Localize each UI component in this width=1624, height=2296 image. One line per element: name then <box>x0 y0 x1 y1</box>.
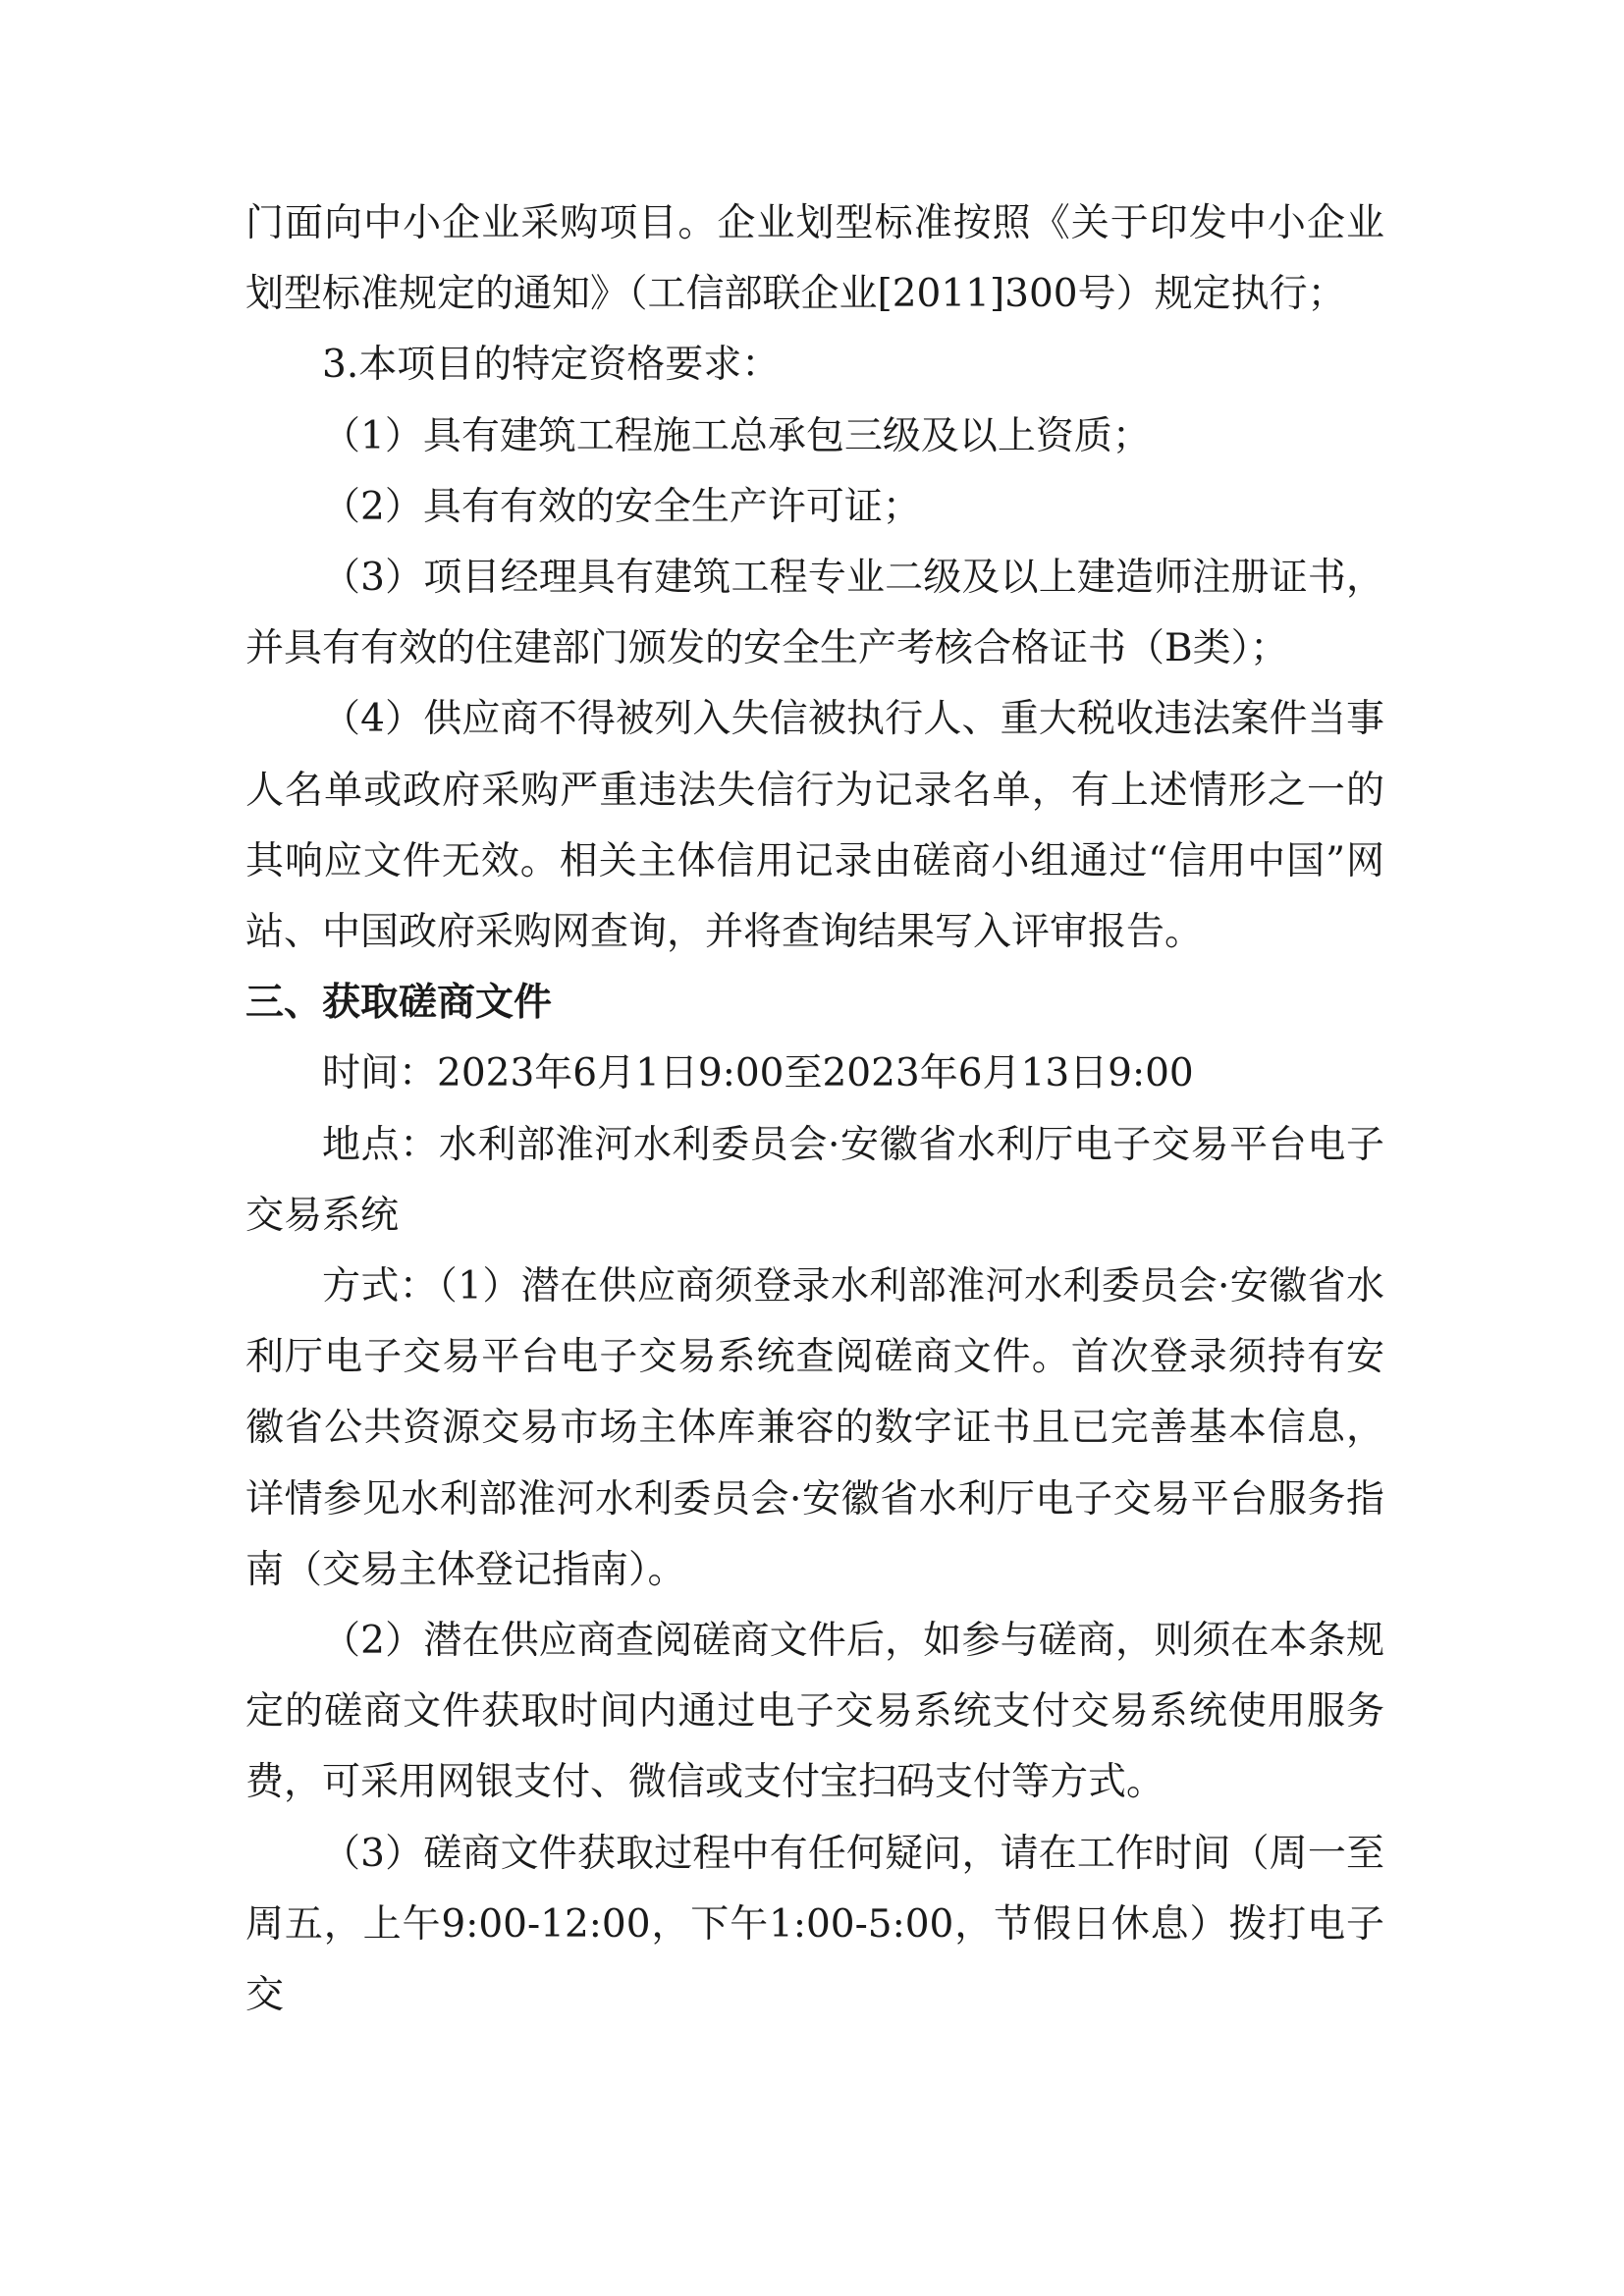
paragraph-qualification-1: （1）具有建筑工程施工总承包三级及以上资质； <box>322 413 1151 458</box>
document-body <box>245 188 1384 2031</box>
paragraph-location: 地点：水利部淮河水利委员会·安徽省水利厅电子交易平台电子交易系统 <box>245 1122 1384 1238</box>
paragraph-method-1: 方式：（1）潜在供应商须登录水利部淮河水利委员会·安徽省水利厅电子交易平台电子交易系统查阅磋商文件。首次登录须持有安徽省公共资源交易市场主体库兼容的数字证书且已完善基本信息，详情参见水利部淮河水利委员会·安徽省水利厅电子交易平台服务指南（交易主体登记指南）。 <box>245 1264 1384 1592</box>
paragraph-specific-qualifications: 3.本项目的特定资格要求： <box>322 343 781 388</box>
paragraph-qualification-2: （2）具有有效的安全生产许可证； <box>322 484 921 529</box>
section-heading: 三、获取磋商文件 <box>245 981 553 1026</box>
paragraph-method-3: （3）磋商文件获取过程中有任何疑问，请在工作时间（周一至周五，上午9:00-12:00，下午1:00-5:00，节假日休息）拨打电子交 <box>245 1831 1384 2018</box>
paragraph-time: 时间：2023年6月1日9:00至2023年6月13日9:00 <box>322 1051 1194 1096</box>
paragraph-qualification-3: （3）项目经理具有建筑工程专业二级及以上建造师注册证书，并具有有效的住建部门颁发的安全生产考核合格证书（B类）； <box>245 556 1384 671</box>
paragraph-sme-classification: 门面向中小企业采购项目。企业划型标准按照《关于印发中小企业划型标准规定的通知》（工信部联企业[2011]300号）规定执行； <box>245 201 1384 317</box>
paragraph-qualification-4: （4）供应商不得被列入失信被执行人、重大税收违法案件当事人名单或政府采购严重违法失信行为记录名单，有上述情形之一的其响应文件无效。相关主体信用记录由磋商小组通过“信用中国”网站、中国政府采购网查询，并将查询结果写入评审报告。 <box>245 697 1384 955</box>
paragraph-method-2: （2）潜在供应商查阅磋商文件后，如参与磋商，则须在本条规定的磋商文件获取时间内通过电子交易系统支付交易系统使用服务费，可采用网银支付、微信或支付宝扫码支付等方式。 <box>245 1619 1384 1805</box>
